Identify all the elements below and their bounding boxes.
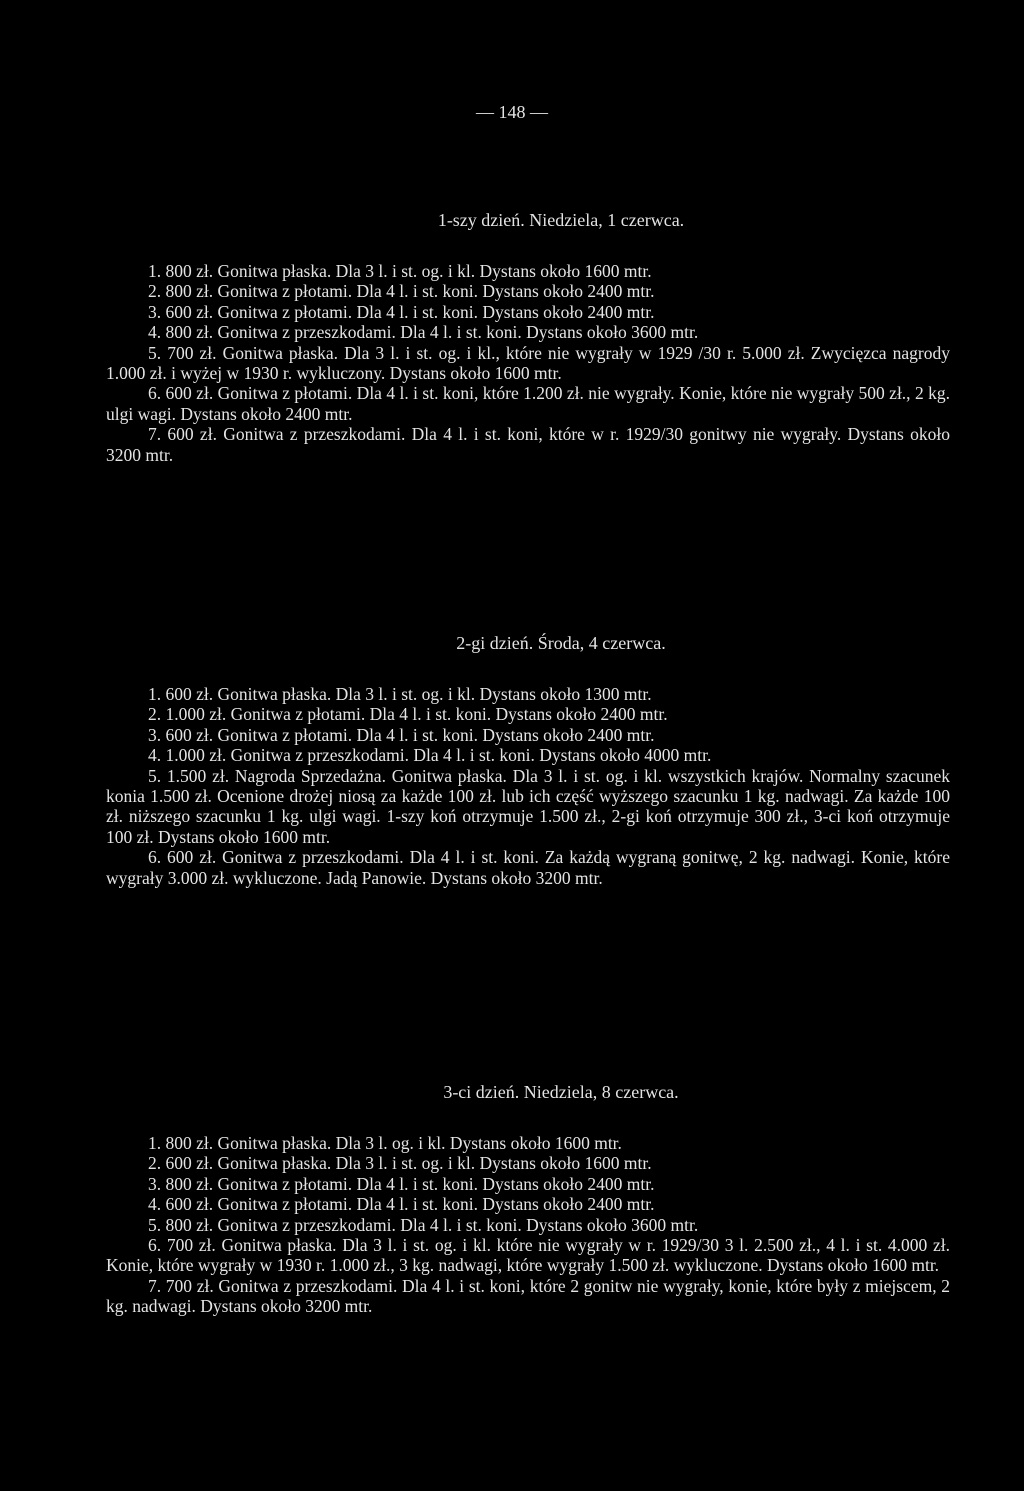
race-entry: 1. 800 zł. Gonitwa płaska. Dla 3 l. i st. og. i kl. Dystans około 1600 mtr.: [148, 261, 652, 281]
race-entry: 6. 600 zł. Gonitwa z przeszkodami. Dla 4 l. i st. koni. Za każdą wygraną gonitwę, 2 kg. nadwagi. Konie, które wygrały 3.000 zł. wykluczone. Jadą Panowie. Dystans około 3200 mtr.: [106, 847, 950, 888]
race-entry: 7. 700 zł. Gonitwa z przeszkodami. Dla 4 l. i st. koni, które 2 gonitw nie wygrały, konie, które były z miejscem, 2 kg. nadwagi. Dystans około 3200 mtr.: [106, 1275, 950, 1317]
race-entry: 5. 1.500 zł. Nagroda Sprzedażna. Gonitwa płaska. Dla 3 l. i st. og. i kl. wszystkich krajów. Normalny szacunek konia 1.500 zł. Ocenione drożej niosą za każde 100 zł. lub ich część wyższego szacunku 1 kg. nadwagi. Za każde 100 zł. niższego szacunku 1 kg. ulgi wagi. 1-szy koń otrzymuje 1.500 zł., 2-gi koń otrzymuje 300 zł., 3-ci koń otrzymuje 100 zł. Dystans około 1600 mtr.: [106, 765, 950, 847]
race-entry: 2. 600 zł. Gonitwa płaska. Dla 3 l. i st. og. i kl. Dystans około 1600 mtr.: [148, 1153, 652, 1174]
race-entry: 6. 700 zł. Gonitwa płaska. Dla 3 l. i st. og. i kl. które nie wygrały w r. 1929/30 3 l. 2.500 zł., 4 l. i st. 4.000 zł. Konie, które wygrały w 1930 r. 1.000 zł., 3 kg. nadwagi, które wygrały 1.500 zł. wykluczone. Dystans około 1600 mtr.: [106, 1235, 950, 1276]
race-entry: 3. 600 zł. Gonitwa z płotami. Dla 4 l. i st. koni. Dystans około 2400 mtr.: [148, 724, 655, 745]
section-heading: 3-ci dzień. Niedziela, 8 czerwca.: [443, 1082, 679, 1102]
race-entry: 1. 800 zł. Gonitwa płaska. Dla 3 l. og. i kl. Dystans około 1600 mtr.: [148, 1133, 622, 1153]
day-section: [106, 210, 950, 465]
race-entry: 2. 1.000 zł. Gonitwa z płotami. Dla 4 l. i st. koni. Dystans około 2400 mtr.: [148, 704, 668, 725]
day-section: [106, 633, 950, 888]
race-list: [106, 261, 950, 465]
race-entry: 5. 700 zł. Gonitwa płaska. Dla 3 l. i st. og. i kl., które nie wygrały w 1929 /30 r. 5.000 zł. Zwycięzca nagrody 1.000 zł. i wyżej w 1930 r. wykluczony. Dystans około 1600 mtr.: [106, 342, 950, 384]
race-list: [106, 1133, 950, 1317]
race-entry: 4. 1.000 zł. Gonitwa z przeszkodami. Dla 4 l. i st. koni. Dystans około 4000 mtr.: [148, 745, 712, 766]
race-entry: 4. 600 zł. Gonitwa z płotami. Dla 4 l. i st. koni. Dystans około 2400 mtr.: [148, 1194, 655, 1215]
race-entry: 3. 800 zł. Gonitwa z płotami. Dla 4 l. i st. koni. Dystans około 2400 mtr.: [148, 1173, 655, 1194]
race-entry: 6. 600 zł. Gonitwa z płotami. Dla 4 l. i st. koni, które 1.200 zł. nie wygrały. Konie, które nie wygrały 500 zł., 2 kg. ulgi wagi. Dystans około 2400 mtr.: [106, 383, 950, 424]
race-entry: 5. 800 zł. Gonitwa z przeszkodami. Dla 4 l. i st. koni. Dystans około 3600 mtr.: [148, 1214, 699, 1235]
race-entry: 2. 800 zł. Gonitwa z płotami. Dla 4 l. i st. koni. Dystans około 2400 mtr.: [148, 281, 655, 302]
race-entry: 1. 600 zł. Gonitwa płaska. Dla 3 l. i st. og. i kl. Dystans około 1300 mtr.: [148, 684, 652, 704]
page-number: — 148 —: [476, 102, 548, 122]
section-heading: 2-gi dzień. Środa, 4 czerwca.: [456, 633, 666, 653]
race-list: [106, 684, 950, 888]
day-section: [106, 1082, 950, 1317]
race-entry: 4. 800 zł. Gonitwa z przeszkodami. Dla 4 l. i st. koni. Dystans około 3600 mtr.: [148, 322, 699, 343]
race-entry: 3. 600 zł. Gonitwa z płotami. Dla 4 l. i st. koni. Dystans około 2400 mtr.: [148, 301, 655, 322]
race-entry: 7. 600 zł. Gonitwa z przeszkodami. Dla 4 l. i st. koni, które w r. 1929/30 gonitwy nie wygrały. Dystans około 3200 mtr.: [106, 424, 950, 465]
section-heading: 1-szy dzień. Niedziela, 1 czerwca.: [437, 210, 685, 230]
